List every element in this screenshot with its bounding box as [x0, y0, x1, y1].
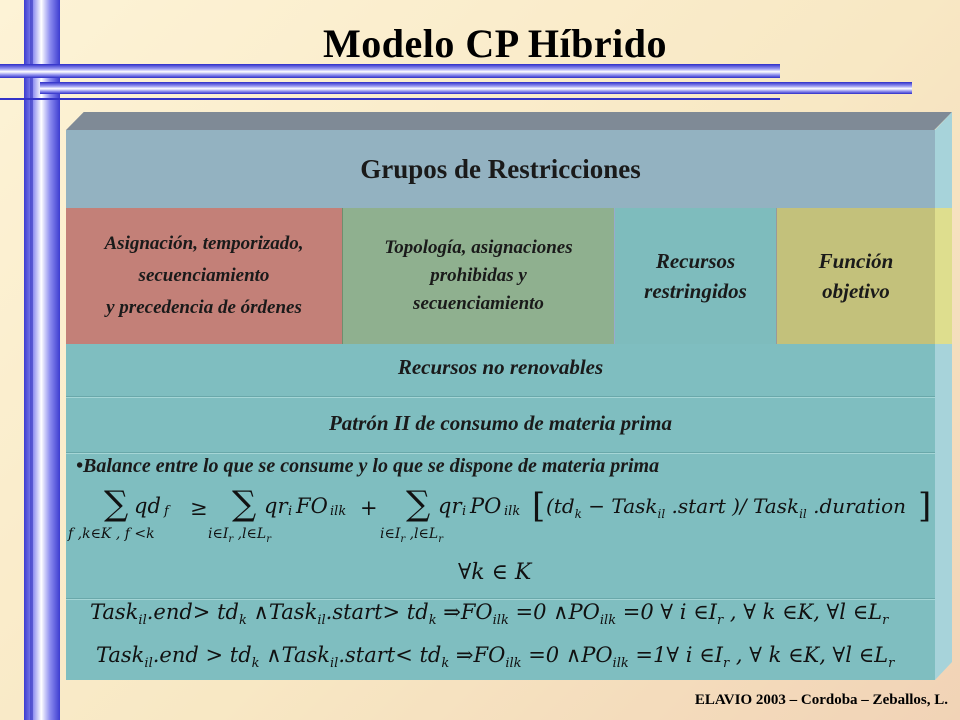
vertical-decor-bar [24, 0, 60, 720]
row-consumption-pattern: Patrón II de consumo de materia prima [328, 411, 673, 435]
slide-title: Modelo CP Híbrido [322, 21, 668, 66]
box-side-face [935, 112, 952, 680]
row-separator [66, 396, 935, 398]
group-objective-function: Función objetivo [776, 208, 935, 344]
group-assignment: Asignación, temporizado, secuenciamiento y precedencia de órdenes [66, 208, 342, 344]
decor-line [0, 98, 780, 100]
row-separator [66, 452, 935, 454]
horizontal-decor-bar-2 [40, 82, 912, 94]
constraint-task-start-before: Task$_{il}$.end > $td_k$ ∧Task$_{il}$.start< $td_k$ $\Rightarrow FO_{ilk} =0$ $\wedge PO_{ilk}$ =1∀ i $\in I_r$ , ∀ k ∈K, ∀l $\in L_r$ [96, 643, 895, 672]
group-restricted-resources: Recursos restringidos [614, 208, 776, 344]
for-all-k-condition: ∀k ∈ K [458, 560, 532, 585]
footer-credit: ELAVIO 2003 – Cordoba – Zeballos, L. [694, 692, 948, 708]
group-topology: Topología, asignaciones prohibidas y secuenciamiento [342, 208, 614, 344]
constraint-task-start-after: Task$_{il}$.end> $td_k$ ∧Task$_{il}$.start> $td_k$ $\Rightarrow FO_{ilk} =0$ $\wedge PO_{ilk} =0$ ∀ i $\in I_r$ , ∀ k ∈K, ∀l $\in L_r$ [90, 600, 889, 629]
balance-bullet: •Balance entre lo que se consume y lo que se dispone de materia prima [76, 455, 660, 477]
row-non-renewable-resources: Recursos no renovables [397, 355, 604, 379]
box-top-face [66, 112, 952, 130]
restriction-groups-header: Grupos de Restricciones [66, 130, 935, 208]
